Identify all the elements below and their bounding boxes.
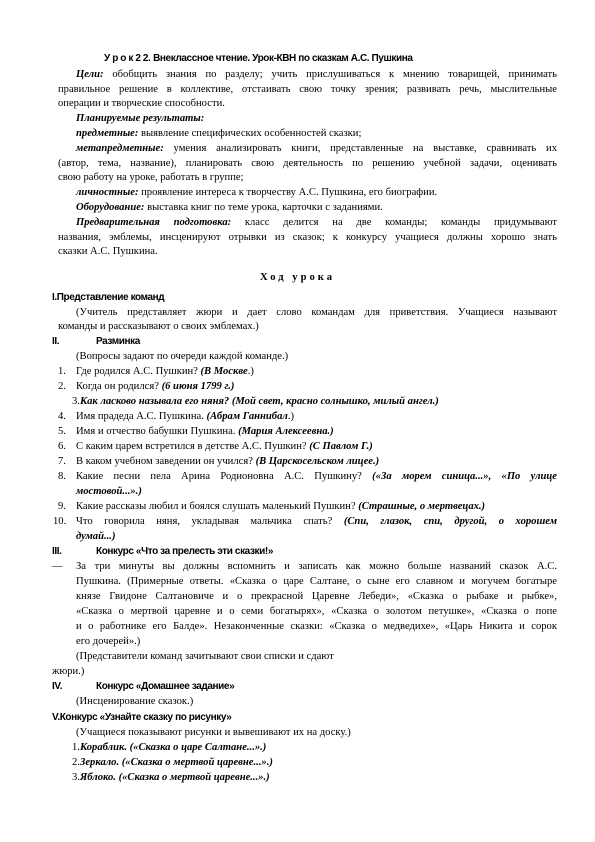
subject-text: выявление специфических особенностей сказки;	[138, 128, 362, 139]
meta-label: метапредметные:	[76, 143, 164, 154]
picture-answer-3	[72, 771, 270, 785]
question-text: С каким царем встретился в детстве А.С. Пушкин?	[76, 441, 310, 452]
prep-text-1: класс делится на две команды; команды придумывают	[231, 217, 557, 228]
question-1	[58, 365, 254, 379]
question-number: 9.	[58, 501, 66, 512]
question-number: 10.	[53, 516, 67, 527]
section-4-text: (Инсценирование сказок.)	[76, 696, 194, 707]
dash-marker: —	[52, 561, 63, 572]
goals-line-2: правильное решение в коллективе, отстаивать свою точку зрения; развивать речь, мыслительные	[58, 84, 557, 95]
answer-number: 1.	[72, 742, 80, 753]
section-2-number: II.	[52, 336, 60, 347]
question-number: 5.	[58, 426, 66, 437]
course-title: Ход урока	[259, 272, 336, 283]
question-2	[58, 380, 235, 394]
prep-line-2: названия, эмблемы, инсценируют отрывки из сказок; к конкурсу учащиеся должны хорошо знать	[58, 232, 557, 243]
question-10-line-1	[76, 515, 557, 529]
question-text: В каком учебном заведении он учился?	[76, 456, 256, 467]
answer-text: (Спи, глазок, спи, другой, о хорошем	[343, 516, 557, 527]
section-3-line-4: «Сказка о мертвой царевне и о семи богатырях», «Сказка о золотом петушке», «Сказка о попе	[76, 606, 557, 617]
answer-text: (Мой свет, красно солнышко, милый ангел.)	[231, 396, 439, 407]
question-10	[53, 515, 66, 529]
question-3	[72, 395, 439, 409]
question-number: 8.	[58, 471, 66, 482]
goals-line-3: операции и творческие способности.	[58, 98, 225, 109]
question-text: Какие рассказы любил и боялся слушать маленький Пушкин?	[76, 501, 359, 512]
section-4-heading: Конкурс «Домашнее задание»	[96, 681, 235, 692]
question-8-line-1	[76, 470, 557, 484]
lesson-title	[104, 52, 413, 66]
personal-text: проявление интереса к творчеству А.С. Пушкина, его биографии.	[138, 187, 438, 198]
question-text: Что говорила няня, укладывая мальчика спать?	[76, 516, 344, 527]
answer-text: (Страшные, о мертвецах.)	[358, 501, 486, 512]
answer-text: Зеркало. («Сказка о мертвой царевне...».)	[79, 757, 273, 768]
subject-label: предметные:	[76, 128, 139, 139]
question-7	[58, 455, 380, 469]
section-5-heading: V.Конкурс «Узнайте сказку по рисунку»	[52, 712, 232, 723]
question-number: 3.	[72, 396, 80, 407]
answer-text: (Мария Алексеевна.)	[238, 426, 334, 437]
equipment-label: Оборудование:	[76, 202, 145, 213]
picture-answer-2	[72, 756, 273, 770]
question-number: 4.	[58, 411, 66, 422]
question-text: Какие песни пела Арина Родионовна А.С. Пушкину?	[76, 471, 373, 482]
meta-line-3: свою работу на уроке, работать в группе;	[58, 172, 244, 183]
answer-text: (В Царскосельском лицее.)	[255, 456, 380, 467]
answer-text: («За морем синица...», «По улице	[372, 471, 557, 482]
question-number: 6.	[58, 441, 66, 452]
section-3-number: III.	[52, 546, 62, 557]
question-number: 2.	[58, 381, 66, 392]
section-2-intro: (Вопросы задают по очереди каждой команде.)	[76, 351, 289, 362]
question-8	[58, 470, 66, 484]
question-8-line-2: мостовой...».)	[76, 486, 142, 497]
prep-label: Предварительная подготовка:	[76, 217, 232, 228]
section-3-line-7: (Представители команд зачитывают свои списки и сдают	[76, 651, 334, 662]
planned-results-heading: Планируемые результаты:	[76, 113, 205, 124]
answer-number: 2.	[72, 757, 80, 768]
question-10-line-2: думай...)	[76, 531, 116, 542]
answer-end: .)	[247, 366, 254, 377]
question-9	[58, 500, 486, 514]
section-3-line-8: жюри.)	[52, 666, 85, 677]
answer-text: Кораблик. («Сказка о царе Салтане...».)	[79, 742, 267, 753]
goals-line-1	[76, 68, 557, 82]
lesson-number: У р о к 2 2.	[104, 53, 151, 64]
question-text: Когда он родился?	[76, 381, 162, 392]
personal-results	[76, 186, 437, 200]
question-number: 1.	[58, 366, 66, 377]
answer-end: .)	[287, 411, 295, 422]
answer-text: (В Москве	[200, 366, 248, 377]
section-1-line-2: команды и рассказывают о своих эмблемах.)	[58, 321, 259, 332]
section-3-line-2: Пушкина. (Примерные ответы. «Сказка о царе Салтане, о сыне его славном и могучем богатыре	[76, 576, 557, 587]
prep-line-1	[76, 216, 557, 230]
goals-label: Цели:	[76, 69, 104, 80]
section-1-heading: I.Представление команд	[52, 292, 165, 303]
question-text: Имя и отчество бабушки Пушкина.	[76, 426, 239, 437]
section-5-intro: (Учащиеся показывают рисунки и вывешивают их на доску.)	[76, 727, 351, 738]
equipment	[76, 201, 383, 215]
section-4-number: IV.	[52, 681, 63, 692]
section-2-heading: Разминка	[96, 336, 140, 347]
prep-line-3: сказки А.С. Пушкина.	[58, 246, 158, 257]
section-3-line-3: князе Гвидоне Салтановиче и о прекрасной Царевне Лебеди», «Сказка о рыбаке и рыбке»,	[76, 591, 557, 602]
section-1-line-1: (Учитель представляет жюри и дает слово командам для приветствия. Учащиеся называют	[76, 307, 557, 318]
goals-text-1: обобщить знания по разделу; учить прислушиваться к мнению товарищей, принимать	[103, 69, 557, 80]
equipment-text: выставка книг по теме урока, карточки с заданиями.	[144, 202, 383, 213]
personal-label: личностные:	[76, 187, 139, 198]
question-5	[58, 425, 334, 439]
meta-line-1	[76, 142, 557, 156]
question-text: Как ласково называла его няня?	[79, 396, 232, 407]
section-3-line-5: и о работнике его Балде». Незаконченные сказки: «Сказка о медведихе», «Царь Никита и сорок	[76, 621, 557, 632]
question-6	[58, 440, 373, 454]
question-text: Где родился А.С. Пушкин?	[76, 366, 201, 377]
answer-text: (С Павлом Г.)	[309, 441, 373, 452]
question-number: 7.	[58, 456, 66, 467]
lesson-topic: Внеклассное чтение. Урок-КВН по сказкам А.С. Пушкина	[153, 53, 413, 64]
answer-text: (Абрам Ганнибал	[206, 411, 288, 422]
subject-results	[76, 127, 361, 141]
meta-line-2: (автор, тема, название), планировать свою деятельность по решению учебной задачи, оценивать	[58, 158, 557, 169]
section-3-line-1: За три минуты вы должны вспомнить и записать как можно больше названий сказок А.С.	[76, 561, 557, 572]
question-4	[58, 410, 295, 424]
section-3-line-6: его дочерей».)	[76, 636, 141, 647]
answer-number: 3.	[72, 772, 80, 783]
answer-text: (6 июня 1799 г.)	[161, 381, 235, 392]
section-3-heading: Конкурс «Что за прелесть эти сказки!»	[96, 546, 273, 557]
answer-text: Яблоко. («Сказка о мертвой царевне...».)	[79, 772, 270, 783]
picture-answer-1	[72, 741, 266, 755]
question-text: Имя прадеда А.С. Пушкина.	[76, 411, 207, 422]
meta-text-1: умения анализировать книги, представленные на выставке, сравнивать их	[163, 143, 557, 154]
